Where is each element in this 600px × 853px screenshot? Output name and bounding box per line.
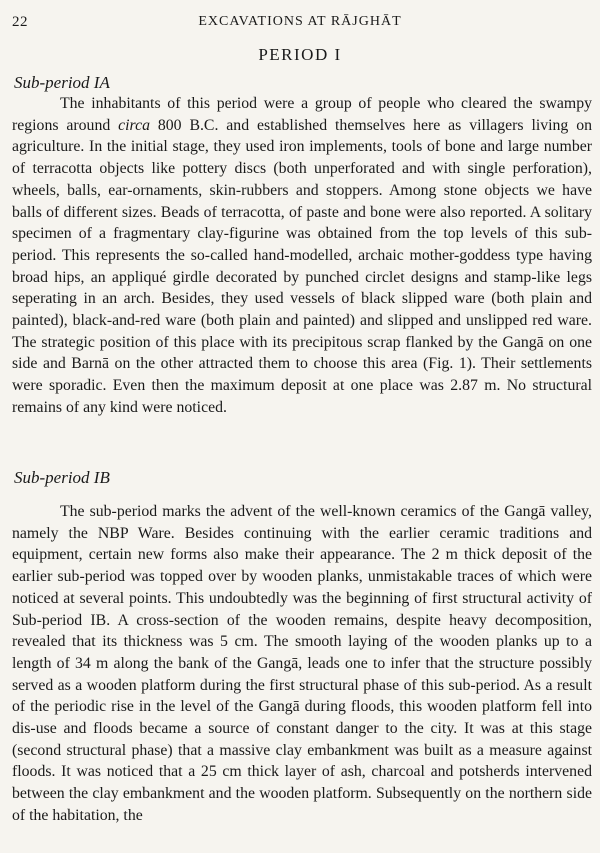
subperiod-ib-heading: Sub-period IB: [14, 468, 110, 487]
paragraph-text: 800 B.C. and established themselves here as villagers living on agriculture. In the initial stage, they used iron implements, tools of bone and large number of terracotta objects like pottery discs (both unperforated and with single perforation), wheels, balls, ear-ornaments, skin-rubbers and stoppers. Among stone objects we have balls of different sizes. Beads of terracotta, of paste and bone were also reported. A solitary specimen of a fragmentary clay-figurine was obtained from the top levels of this sub-period. This represents the so-called hand-modelled, archaic mother-goddess type having broad hips, an appliqué girdle decorated by punched circlet designs and stamp-like legs seperating in an arch. Besides, they used vessels of black slipped ware (both plain and painted), black-and-red ware (both plain and painted) and slipped and unslipped red ware. The strategic position of this place with its precipitous scrap flanked by the Gangā on one side and Barnā on the other attracted them to choose this area (Fig. 1). Their settlements were sporadic. Even then the maximum deposit at one place was 2.87 m. No structural remains of any kind were noticed.: [12, 116, 592, 416]
subperiod-ib-paragraph: The sub-period marks the advent of the well-known ceramics of the Gangā valley, namely the NBP Ware. Besides continuing with the earlier ceramic traditions and equipment, certain new forms also make their appearance. The 2 m thick deposit of the earlier sub-period was topped over by wooden planks, unmistakable traces of which were noticed at several points. This undoubtedly was the beginning of first structural activity of Sub-period IB. A cross-section of the wooden remains, despite heavy decomposition, revealed that its thickness was 5 cm. The smooth laying of the wooden planks up to a length of 34 m along the bank of the Gangā, leads one to infer that the structure possibly served as a wooden platform during the first structural phase of this sub-period. As a result of the periodic rise in the level of the Gangā during floods, this wooden platform fell into dis-use and floods became a source of constant danger to the city. It was at this stage (second structural phase) that a massive clay embankment was built as a measure against floods. It was noticed that a 25 cm thick layer of ash, charcoal and potsherds intervened between the clay embankment and the wooden platform. Subsequently on the northern side of the habitation, the: [12, 503, 592, 824]
italic-term: circa: [118, 116, 150, 134]
paragraph-text: The inhabitants of this period were a group of people who cleared the swampy regions around: [12, 95, 592, 134]
page-number: 22: [12, 14, 28, 30]
running-head: EXCAVATIONS AT RĀJGHĀT: [198, 14, 402, 29]
period-title: PERIOD I: [258, 45, 342, 64]
subperiod-ia-paragraph: [12, 93, 592, 419]
subperiod-ia-heading: Sub-period IA: [14, 73, 110, 92]
